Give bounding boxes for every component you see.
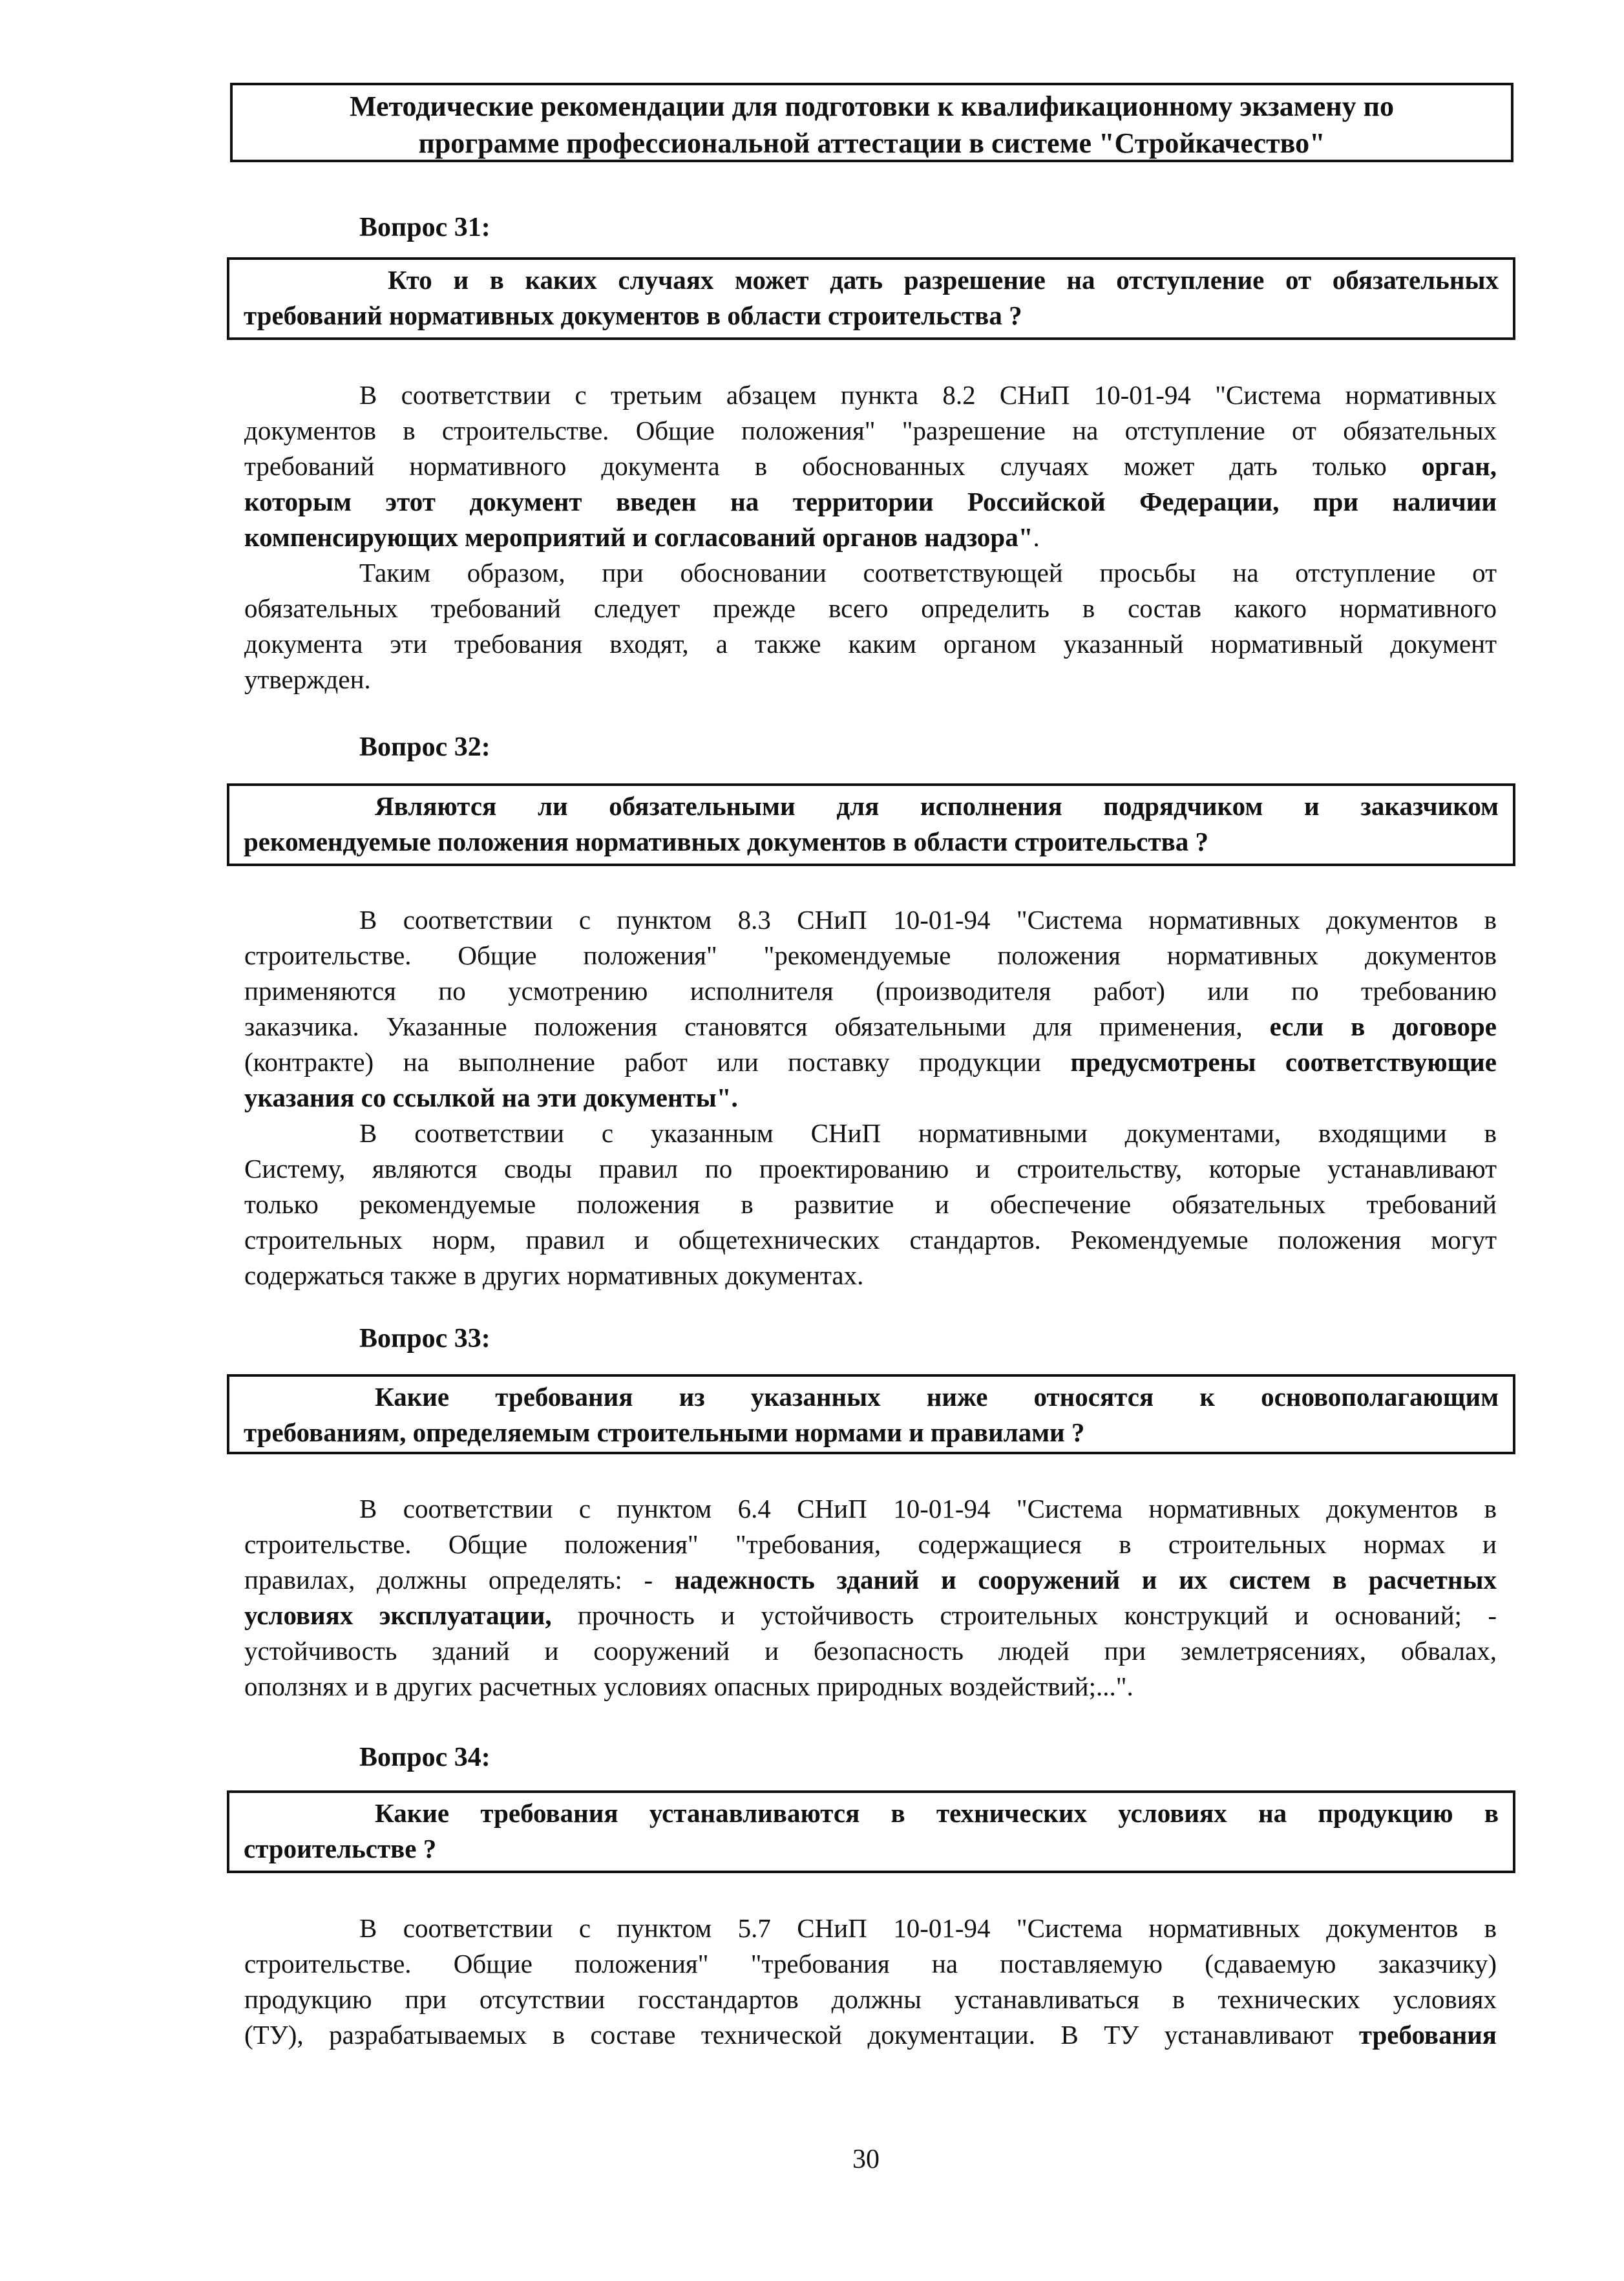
text-line: Таким образом, при обосновании соответствующей просьбы на отступление от xyxy=(359,558,1497,588)
answer-34 xyxy=(244,1911,1497,2053)
text-line: применяются по усмотрению исполнителя (производителя работ) или по требованию xyxy=(244,976,1497,1006)
header-line: программе профессиональной аттестации в системе "Стройкачество" xyxy=(418,127,1325,159)
question-line: рекомендуемые положения нормативных документов в области строительства ? xyxy=(244,827,1208,856)
answer-31 xyxy=(244,377,1497,697)
bold-text: которым этот документ введен на территории Российской Федерации, при наличии xyxy=(244,487,1497,516)
text-line: В соответствии с пунктом 5.7 СНиП 10-01-94 "Система нормативных документов в xyxy=(359,1913,1497,1943)
text-line: (контракте) на выполнение работ или поставку продукции предусмотрены соответствующие xyxy=(244,1047,1497,1077)
question-31-label: Вопрос 31: xyxy=(359,213,490,242)
text-line: оползнях и в других расчетных условиях опасных природных воздействий;...". xyxy=(244,1671,1134,1701)
text-line: условиях эксплуатации, прочность и устойчивость строительных конструкций и оснований; - xyxy=(244,1600,1497,1630)
question-line: Являются ли обязательными для исполнения подрядчиком и заказчиком xyxy=(375,791,1499,821)
question-line: требований нормативных документов в области строительства ? xyxy=(244,301,1022,330)
question-line: требованиям, определяемым строительными нормами и правилами ? xyxy=(244,1417,1085,1447)
text-line: строительстве. Общие положения" "требования на поставляемую (сдаваемую заказчику) xyxy=(244,1949,1497,1979)
question-line: Какие требования из указанных ниже относятся к основополагающим xyxy=(375,1382,1499,1412)
page-number: 30 xyxy=(852,2145,880,2174)
text-line xyxy=(244,1080,1497,1116)
text-line: содержаться также в других нормативных документах. xyxy=(244,1260,864,1290)
header-line: Методические рекомендации для подготовки к квалификационному экзамену по xyxy=(350,90,1394,122)
text-line xyxy=(244,484,1497,520)
text-line: документов в строительстве. Общие положения" "разрешение на отступление от обязательных xyxy=(244,416,1497,445)
text-line: (ТУ), разрабатываемых в составе технической документации. В ТУ устанавливают требования xyxy=(244,2020,1497,2050)
question-34-box xyxy=(227,1790,1515,1873)
text-line: В соответствии с третьим абзацем пункта 8.2 СНиП 10-01-94 "Система нормативных xyxy=(359,380,1497,410)
text-line: В соответствии с пунктом 6.4 СНиП 10-01-94 "Система нормативных документов в xyxy=(359,1494,1497,1523)
bold-text: компенсирующих мероприятий и согласований органов надзора" xyxy=(244,522,1033,552)
question-line: строительстве ? xyxy=(244,1834,437,1863)
bold-text: указания со ссылкой на эти документы". xyxy=(244,1083,738,1112)
text-line: компенсирующих мероприятий и согласований органов надзора". xyxy=(244,522,1040,552)
question-line: Какие требования устанавливаются в технических условиях на продукцию в xyxy=(375,1798,1499,1828)
text-line: документа эти требования входят, а также каким органом указанный нормативный документ xyxy=(244,629,1497,659)
text-line: В соответствии с пунктом 8.3 СНиП 10-01-94 "Система нормативных документов в xyxy=(359,905,1497,935)
document-header xyxy=(230,83,1513,162)
question-31-box xyxy=(227,257,1515,340)
text-line: продукцию при отсутствии госстандартов должны устанавливаться в технических условиях xyxy=(244,1984,1497,2014)
bold-text: надежность зданий и сооружений и их систем в расчетных xyxy=(674,1565,1497,1595)
question-32-label: Вопрос 32: xyxy=(359,732,490,762)
text-line: строительных норм, правил и общетехнических стандартов. Рекомендуемые положения могут xyxy=(244,1225,1497,1255)
question-34-label: Вопрос 34: xyxy=(359,1743,490,1772)
bold-text: условиях эксплуатации, xyxy=(244,1600,552,1630)
text-line: устойчивость зданий и сооружений и безопасность людей при землетрясениях, обвалах, xyxy=(244,1636,1497,1666)
bold-text: предусмотрены соответствующие xyxy=(1070,1047,1497,1077)
text-line: обязательных требований следует прежде всего определить в состав какого нормативного xyxy=(244,593,1497,623)
question-line: Кто и в каких случаях может дать разрешение на отступление от обязательных xyxy=(388,265,1499,295)
answer-32 xyxy=(244,902,1497,1293)
text-line: В соответствии с указанным СНиП нормативными документами, входящими в xyxy=(359,1118,1497,1148)
text-line: требований нормативного документа в обоснованных случаях может дать только орган, xyxy=(244,451,1497,481)
answer-33 xyxy=(244,1491,1497,1704)
text-line: утвержден. xyxy=(244,664,371,694)
text-line: только рекомендуемые положения в развитие и обеспечение обязательных требований xyxy=(244,1189,1497,1219)
question-32-box xyxy=(227,783,1515,866)
question-33-label: Вопрос 33: xyxy=(359,1324,490,1353)
text-line: строительстве. Общие положения" "требования, содержащиеся в строительных нормах и xyxy=(244,1529,1497,1559)
bold-text: требования xyxy=(1358,2020,1497,2050)
text-line: заказчика. Указанные положения становятся обязательными для применения, если в договоре xyxy=(244,1012,1497,1041)
text-line: строительстве. Общие положения" "рекомендуемые положения нормативных документов xyxy=(244,940,1497,970)
bold-text: если в договоре xyxy=(1269,1012,1497,1041)
bold-text: орган, xyxy=(1421,451,1497,481)
text-line: правилах, должны определять: - надежность зданий и сооружений и их систем в расчетных xyxy=(244,1565,1497,1595)
question-33-box xyxy=(227,1374,1515,1454)
text-line: Систему, являются своды правил по проектированию и строительству, которые устанавливают xyxy=(244,1154,1497,1183)
